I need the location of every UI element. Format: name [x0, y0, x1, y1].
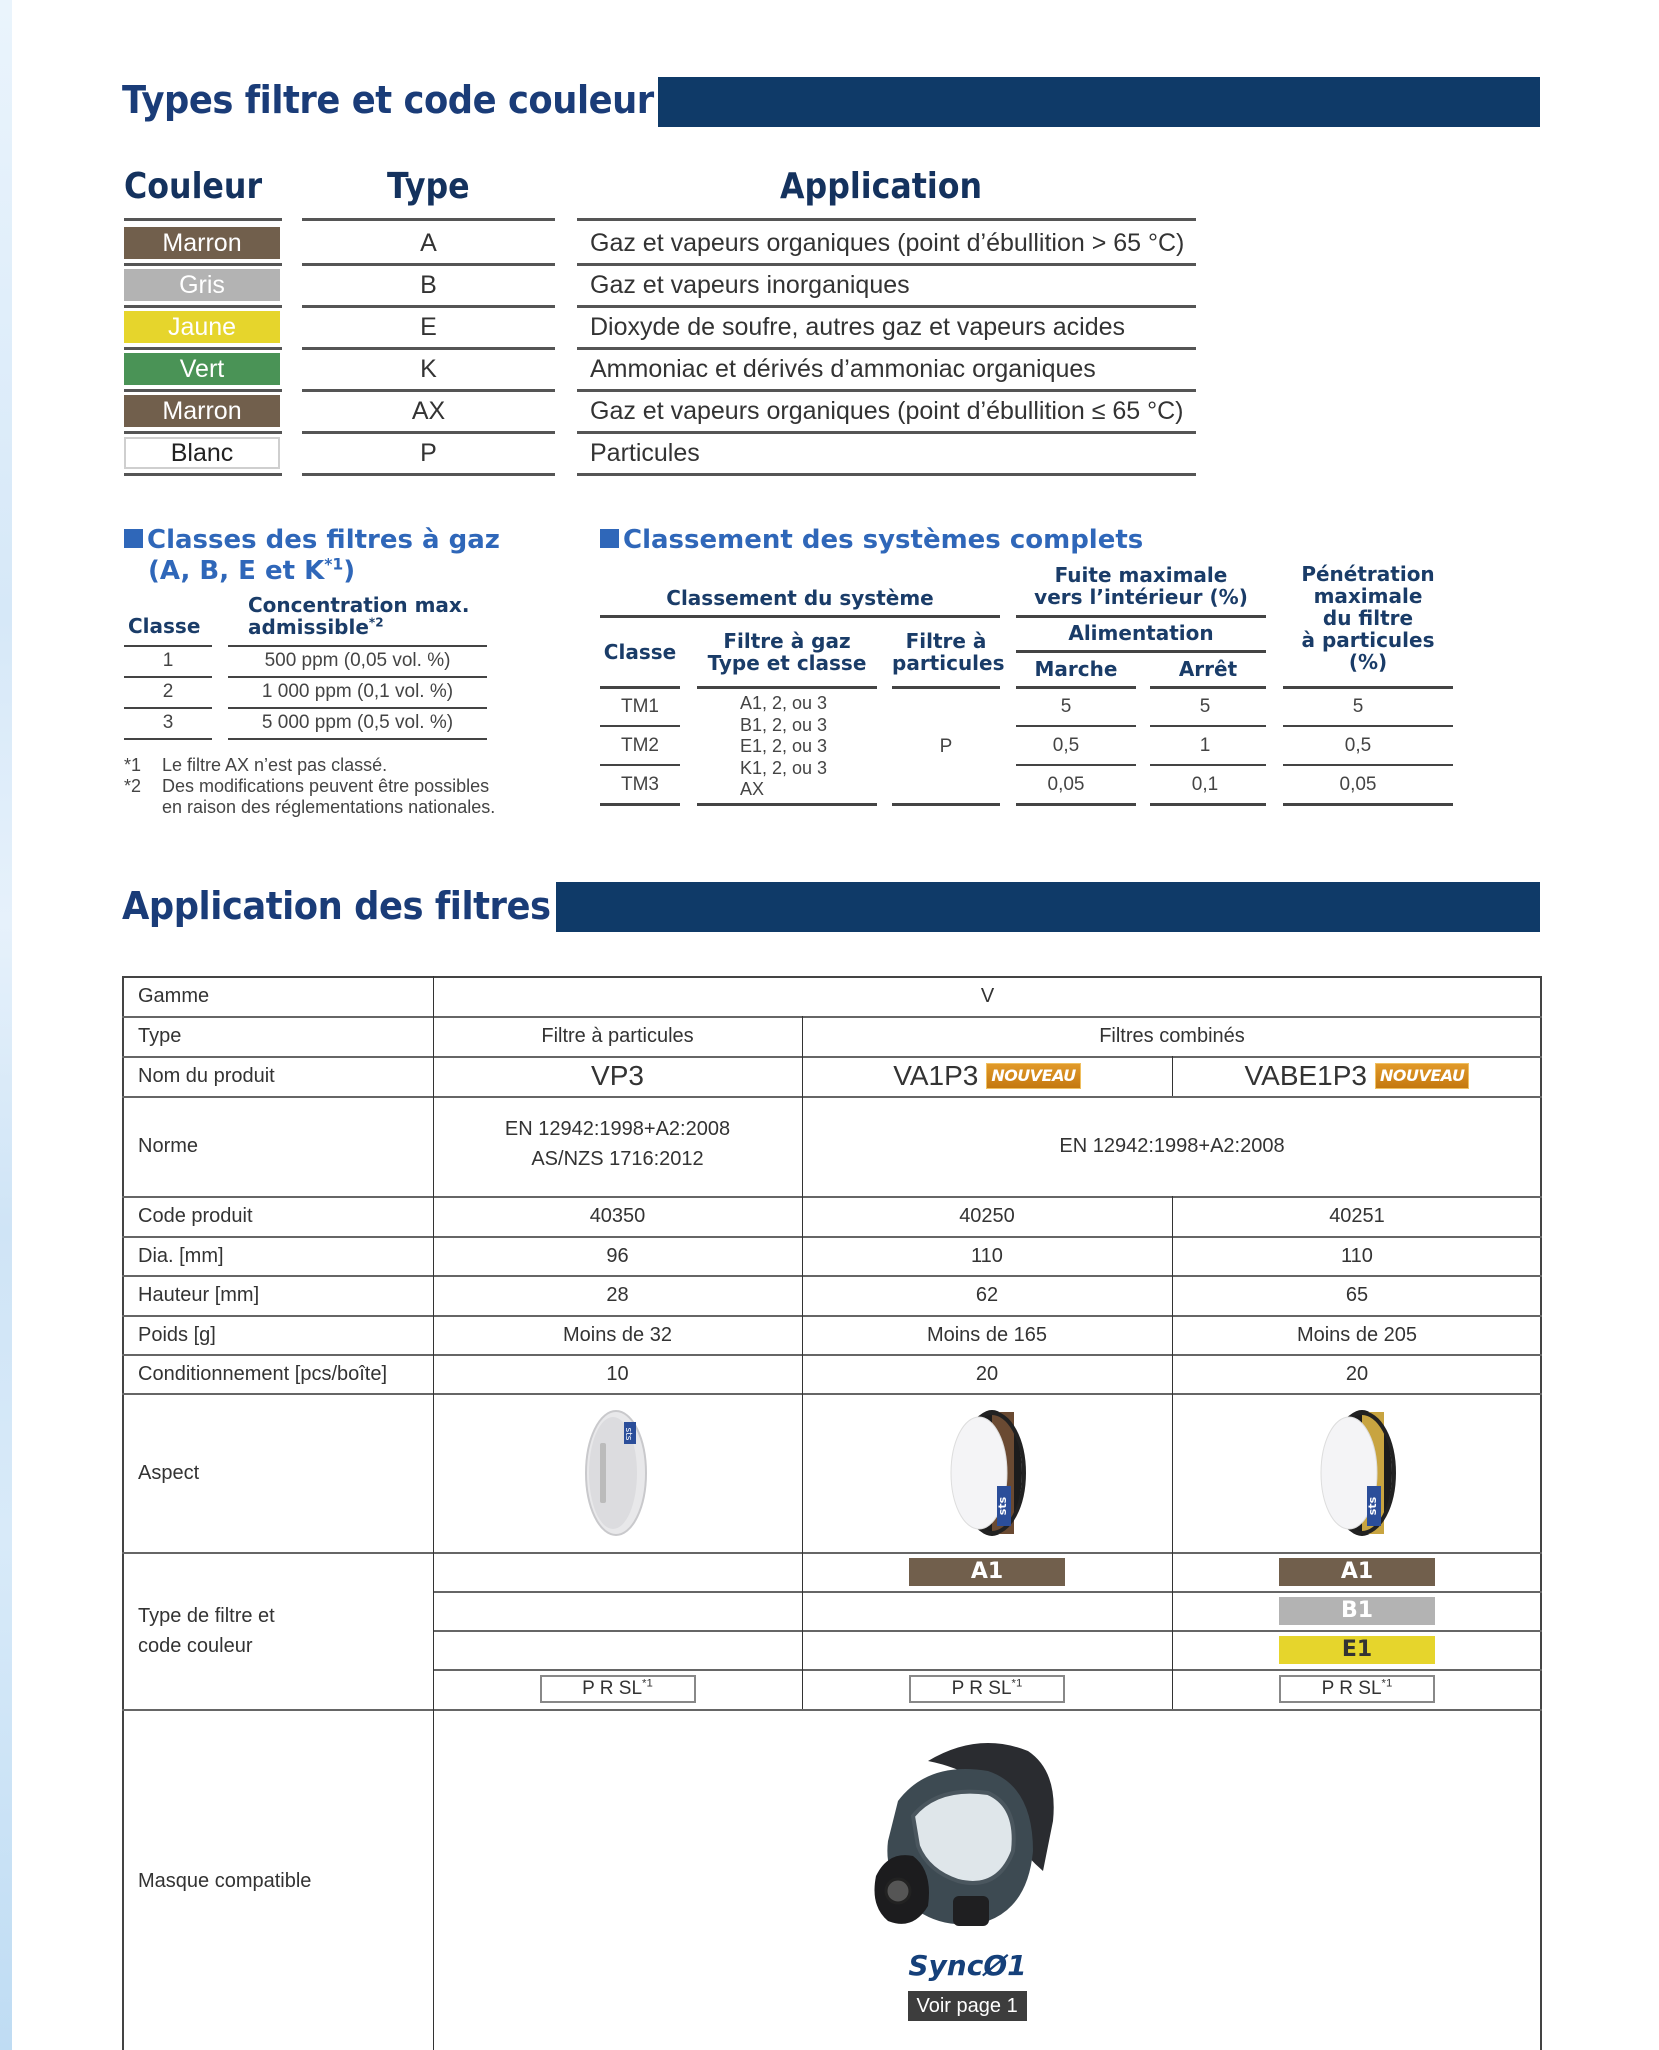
filter-color-tag: B1 [1279, 1597, 1435, 1625]
prsl-label: P R SL [951, 1678, 1012, 1699]
sys-group-leak-line2: vers l’intérieur (%) [1034, 585, 1248, 609]
new-badge: NOUVEAU [986, 1063, 1080, 1089]
section-title-filter-application: Application des filtres [122, 884, 551, 928]
systems-title-text: Classement des systèmes complets [623, 525, 1144, 555]
table-rule [600, 615, 1000, 618]
row-label-gamme: Gamme [138, 985, 210, 1007]
table-rule [124, 707, 212, 709]
table-rule [228, 676, 487, 678]
footnote-2-text2: en raison des réglementations nationales. [162, 797, 496, 817]
gas-classes-title-end: ) [343, 556, 356, 586]
sys-penetration: 0,5 [1344, 735, 1372, 756]
product-weight: Moins de 165 [926, 1323, 1048, 1346]
table-row-divider [122, 1016, 1542, 1018]
footnote-2 [124, 776, 495, 818]
gamme-value: V [980, 985, 995, 1007]
gas-classes-title-sup: *1 [324, 555, 344, 574]
see-page-link[interactable]: Voir page 1 [908, 1991, 1027, 2021]
table-row-divider [122, 1196, 1542, 1198]
sys-penetration: 0,05 [1339, 774, 1377, 795]
sys-particle-filter: P [939, 736, 953, 757]
sys-leak-off: 5 [1199, 696, 1211, 717]
table-rule [1150, 725, 1266, 727]
table-rule [302, 473, 555, 476]
filter-type-code: AX [411, 397, 446, 425]
color-swatch: Vert [124, 353, 280, 385]
table-rule [1016, 686, 1136, 689]
filter-color-tag: A1 [909, 1558, 1065, 1586]
sys-gas-filter-item: AX [740, 779, 765, 799]
type-particle: Filtre à particules [541, 1025, 694, 1047]
sys-gas-filter-item: K1, 2, ou 3 [740, 757, 828, 778]
table-row-divider [433, 1630, 1542, 1632]
particle-filter-image [568, 1408, 668, 1538]
product-height: 62 [975, 1284, 999, 1306]
footnote-2-mark: *2 [124, 776, 142, 796]
sys-class-value: TM2 [621, 735, 659, 756]
sys-col-penetration-line: du filtre [1322, 606, 1414, 630]
product-height: 65 [1345, 1284, 1369, 1306]
square-bullet-icon [600, 529, 619, 548]
table-rule [302, 218, 555, 221]
prsl-sup: *1 [1011, 1677, 1023, 1690]
table-rule [577, 218, 1196, 221]
row-label-code: Code produit [138, 1205, 253, 1227]
sys-col-particle-line2: particules [892, 651, 1005, 675]
product-dia: 96 [606, 1244, 629, 1267]
filter-application-text: Gaz et vapeurs inorganiques [590, 271, 910, 299]
color-table-row [122, 306, 1197, 348]
table-rule [1016, 650, 1266, 653]
sys-group-leak [1016, 564, 1266, 608]
color-swatch: Gris [124, 269, 280, 301]
svg-text:sts: sts [996, 1496, 1009, 1515]
sys-col-penetration-line: Pénétration [1301, 562, 1435, 586]
product-name: VA1P3 [893, 1060, 979, 1091]
product-pack: 20 [975, 1362, 999, 1385]
table-row-divider [122, 1393, 1542, 1395]
table-rule [577, 473, 1196, 476]
table-rule [1283, 803, 1453, 806]
prsl-label: P R SL [582, 1678, 643, 1699]
footnote-1 [124, 755, 387, 776]
sys-leak-on: 0,5 [1052, 735, 1080, 756]
mask-name: SyncØ1 [908, 1949, 1027, 1982]
table-rule [892, 686, 1000, 689]
row-label-name: Nom du produit [138, 1065, 275, 1087]
table-rule [124, 738, 212, 740]
table-rule [1283, 764, 1453, 766]
prsl-tag [1279, 1675, 1435, 1703]
color-swatch: Marron [124, 227, 280, 259]
row-label-norme: Norme [138, 1135, 199, 1157]
table-rule [124, 218, 282, 221]
product-code: 40350 [589, 1205, 646, 1227]
table-rule [600, 764, 680, 766]
table-rule [600, 725, 680, 727]
col-header-type: Type [387, 166, 470, 207]
table-rule [697, 803, 877, 806]
sys-class-value: TM1 [621, 696, 659, 717]
table-rule [124, 645, 212, 647]
sys-col-penetration-line: à particules [1301, 628, 1435, 652]
sys-col-particle-line1: Filtre à [905, 629, 987, 653]
sys-col-penetration [1283, 563, 1453, 673]
color-table-row [122, 264, 1197, 306]
table-rule [1283, 686, 1453, 689]
product-weight: Moins de 32 [563, 1323, 672, 1346]
full-face-mask-image [858, 1731, 1078, 1951]
table-rule [697, 686, 877, 689]
filter-color-tag: E1 [1279, 1636, 1435, 1664]
product-name: VP3 [591, 1060, 644, 1091]
product-name-cell [802, 1058, 1172, 1097]
row-label-height: Hauteur [mm] [138, 1284, 260, 1306]
table-col-divider [1172, 1196, 1173, 1709]
color-table-row [122, 348, 1197, 390]
filter-application-text: Ammoniac et dérivés d’ammoniac organiques [590, 355, 1096, 383]
sys-col-class: Classe [603, 640, 677, 664]
type-combined: Filtres combinés [1099, 1025, 1245, 1047]
gas-col-conc [248, 594, 469, 638]
row-label-filter-type-line2: code couleur [138, 1634, 253, 1657]
gas-class-value: 2 [162, 681, 174, 702]
table-row-divider [122, 1275, 1542, 1277]
sys-gas-filter-item: E1, 2, ou 3 [740, 736, 828, 756]
footnote-1-text: Le filtre AX n’est pas classé. [162, 755, 388, 775]
product-pack: 20 [1345, 1362, 1369, 1385]
sys-alimentation: Alimentation [1068, 621, 1214, 645]
product-dia: 110 [971, 1244, 1003, 1267]
table-rule [228, 707, 487, 709]
filter-type-code: B [420, 271, 437, 299]
color-table-row [122, 432, 1197, 474]
section-title-filter-types: Types filtre et code couleur [122, 78, 654, 122]
sys-col-gas-line2: Type et classe [707, 651, 867, 675]
table-row-divider [122, 1236, 1542, 1238]
prsl-tag [909, 1675, 1065, 1703]
systems-title [600, 525, 1143, 556]
product-name-cell [1172, 1058, 1542, 1097]
table-row-divider [433, 1669, 1542, 1671]
gas-conc-value: 1 000 ppm (0,1 vol. %) [261, 681, 454, 702]
product-name: VABE1P3 [1244, 1060, 1367, 1091]
color-table-row [122, 390, 1197, 432]
col-header-color: Couleur [124, 166, 263, 207]
sys-leak-on: 5 [1060, 696, 1072, 717]
sys-leak-off: 0,1 [1191, 774, 1219, 795]
table-rule [1016, 615, 1266, 618]
table-rule [1150, 686, 1266, 689]
sys-col-gas [697, 630, 877, 674]
filter-type-code: A [420, 229, 437, 257]
table-rule [1016, 725, 1136, 727]
row-label-dia: Dia. [mm] [138, 1244, 224, 1267]
filter-application-text: Particules [590, 439, 700, 467]
footnote-1-mark: *1 [124, 755, 142, 775]
gas-conc-value: 500 ppm (0,05 vol. %) [264, 650, 451, 671]
row-label-weight: Poids [g] [138, 1323, 216, 1346]
gas-col-conc-line1: Concentration max. [248, 593, 470, 617]
row-label-pack: Conditionnement [pcs/boîte] [138, 1362, 388, 1385]
gas-classes-title-line2 [124, 556, 355, 586]
section-title-bar-2 [556, 882, 1540, 932]
page-edge-decoration [0, 0, 12, 2050]
color-table-row [122, 222, 1197, 264]
section-title-bar [658, 77, 1540, 127]
sys-col-off: Arrêt [1178, 657, 1238, 681]
table-rule [1150, 803, 1266, 806]
sys-col-penetration-line: maximale [1313, 584, 1423, 608]
sys-leak-off: 1 [1199, 735, 1211, 756]
norme-combined: EN 12942:1998+A2:2008 [1059, 1135, 1285, 1157]
filter-type-code: K [420, 355, 437, 383]
product-height: 28 [606, 1284, 629, 1306]
sys-group-system: Classement du système [666, 586, 934, 610]
table-rule [600, 686, 680, 689]
table-rule [228, 645, 487, 647]
gas-class-value: 1 [162, 650, 174, 671]
table-rule [1150, 764, 1266, 766]
row-label-mask: Masque compatible [138, 1869, 312, 1892]
new-badge: NOUVEAU [1375, 1063, 1469, 1089]
square-bullet-icon [124, 529, 143, 548]
filter-application-text: Gaz et vapeurs organiques (point d’ébullition > 65 °C) [590, 229, 1185, 257]
sys-penetration: 5 [1352, 696, 1364, 717]
filter-application-text: Gaz et vapeurs organiques (point d’ébullition ≤ 65 °C) [590, 397, 1184, 425]
product-code: 40250 [959, 1205, 1015, 1227]
product-weight: Moins de 205 [1296, 1323, 1418, 1346]
prsl-tag [540, 1675, 696, 1703]
filter-application-table [122, 976, 1542, 2050]
gas-col-conc-line2: admissible [248, 615, 369, 639]
product-pack: 10 [606, 1362, 629, 1385]
color-swatch: Blanc [124, 437, 280, 469]
col-header-application: Application [780, 166, 983, 207]
product-name-cell [433, 1058, 802, 1097]
filter-application-text: Dioxyde de soufre, autres gaz et vapeurs acides [590, 313, 1126, 341]
sys-gas-filter-item: B1, 2, ou 3 [740, 714, 828, 735]
table-rule [124, 676, 212, 678]
norme-vp3-line1: EN 12942:1998+A2:2008 [504, 1118, 731, 1140]
row-label-type: Type [138, 1025, 182, 1047]
table-row-divider [122, 1315, 1542, 1317]
product-code: 40251 [1329, 1205, 1385, 1227]
sys-col-particle [892, 629, 1005, 675]
table-row-divider [122, 1552, 1542, 1554]
table-rule [1283, 725, 1453, 727]
prsl-sup: *1 [642, 1677, 653, 1690]
row-label-aspect: Aspect [138, 1461, 200, 1484]
sys-class-value: TM3 [621, 774, 659, 795]
table-row-divider [433, 1591, 1542, 1593]
gas-classes-title-line1: Classes des filtres à gaz [147, 525, 500, 555]
table-row-divider [122, 1354, 1542, 1356]
svg-text:sts: sts [1366, 1496, 1379, 1515]
table-rule [228, 738, 487, 740]
gas-classes-title-text: (A, B, E et K [148, 556, 325, 586]
table-rule [1016, 803, 1136, 806]
sys-group-leak-line1: Fuite maximale [1054, 563, 1228, 587]
filter-type-code: E [420, 313, 437, 341]
color-swatch: Jaune [124, 311, 280, 343]
prsl-label: P R SL [1321, 1678, 1382, 1699]
gas-class-value: 3 [162, 712, 174, 733]
combined-filter-image [937, 1408, 1037, 1538]
gas-conc-value: 5 000 ppm (0,5 vol. %) [261, 712, 454, 733]
product-dia: 110 [1341, 1244, 1373, 1267]
sys-col-penetration-line: (%) [1348, 650, 1388, 674]
filter-color-tag: A1 [1279, 1558, 1435, 1586]
filter-type-code: P [420, 439, 437, 467]
sys-col-gas-line1: Filtre à gaz [723, 629, 851, 653]
gas-col-class: Classe [128, 614, 201, 638]
table-rule [124, 473, 282, 476]
sys-leak-on: 0,05 [1047, 774, 1085, 795]
table-rule [1016, 764, 1136, 766]
footnote-2-text: Des modifications peuvent être possibles [162, 776, 490, 796]
color-swatch: Marron [124, 395, 280, 427]
sys-gas-filter-item: A1, 2, ou 3 [740, 693, 828, 713]
gas-col-conc-sup: *2 [368, 615, 384, 630]
gas-classes-title [124, 525, 500, 587]
prsl-sup: *1 [1381, 1677, 1393, 1690]
sys-col-on: Marche [1034, 657, 1118, 681]
row-label-filter-type-line1: Type de filtre et [138, 1604, 275, 1627]
table-rule [600, 803, 680, 806]
table-rule [892, 803, 1000, 806]
table-row-divider [122, 1709, 1542, 1711]
svg-text:sts: sts [622, 1427, 633, 1440]
norme-vp3-line2: AS/NZS 1716:2012 [531, 1148, 704, 1170]
combined-filter-image [1307, 1408, 1407, 1538]
